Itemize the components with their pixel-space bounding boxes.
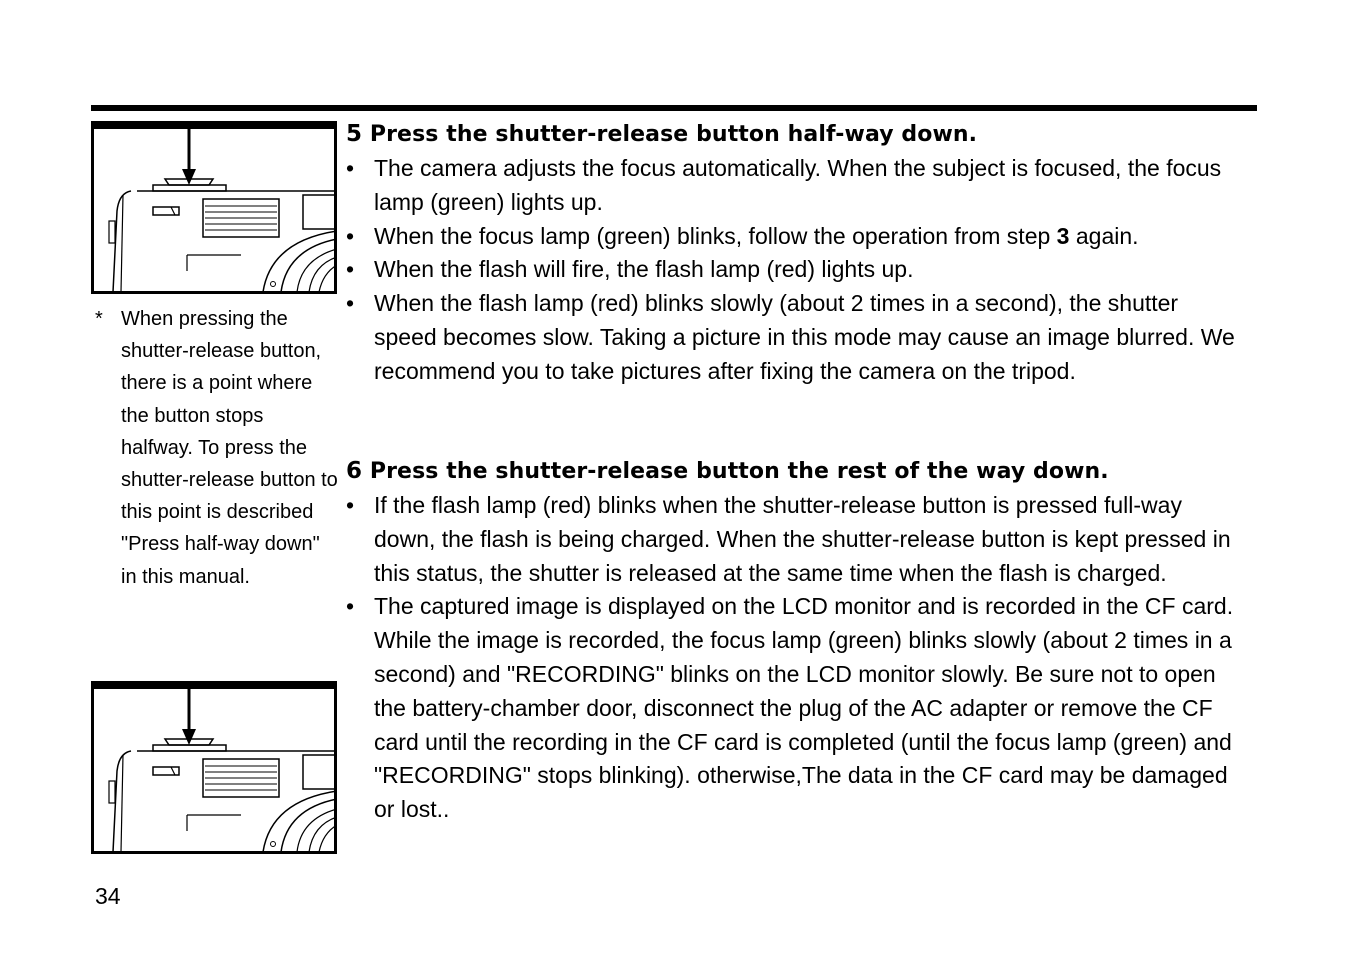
page-number: 34 [95,883,121,909]
list-item: • When the focus lamp (green) blinks, follow the operation from step 3 again. [346,220,1246,254]
bullet: • [346,593,355,620]
bullet: • [346,155,355,181]
list-item: • The captured image is displayed on the LCD monitor and is recorded in the CF card. While the image is recorded, the focus lamp (green) blinks slowly (about 2 times in a second) and "RECORDING" blinks on the LCD monitor slowly. Be sure not to open the battery-chamber door, disconnect the plug of the AC adapter or remove the CF card until the recording in the CF card is completed (until the focus lamp (green) and "RECORDING" stops blinking). otherwise,The data in the CF card may be damaged or lost.. [346,590,1246,827]
bullet: • [346,492,355,518]
list-item: • If the flash lamp (red) blinks when the shutter-release button is pressed full-way down, the flash is being charged. When the shutter-release button is kept pressed in this status, the shutter is released at the same time when the flash is charged. [346,489,1246,590]
step-reference: 3 [1056,222,1070,249]
top-rule [91,105,1257,111]
list-item: • When the flash lamp (red) blinks slowly (about 2 times in a second), the shutter speed becomes slow. Taking a picture in this mode may cause an image blurred. We recommend you to take pictures after fixing the camera on the tripod. [346,287,1246,388]
note-text: When pressing the shutter-release button, there is a point where the button stops halfway. To press the shutter-release button to this point is described "Press half-way down" in this manual. [121,308,338,588]
camera-shutter-half-icon [91,121,337,294]
list-item: • The camera adjusts the focus automatically. When the subject is focused, the focus lamp (green) lights up. [346,152,1246,220]
side-note [95,303,340,593]
camera-shutter-illustration-full [91,681,337,854]
step-5-number: 5 [346,121,363,147]
step-6-title: Press the shutter-release button the rest of the way down. [369,459,1109,484]
note-marker: * [95,308,103,330]
camera-shutter-full-icon [91,681,337,854]
bullet: • [346,222,355,249]
step-5-title: Press the shutter-release button half-way down. [369,122,978,147]
step-5-bullets [346,152,1246,389]
list-item: • When the flash will fire, the flash lamp (red) lights up. [346,253,1246,287]
bullet: • [346,290,355,317]
step-6-heading [346,457,1109,486]
step-6-number: 6 [346,458,363,484]
camera-shutter-illustration-half [91,121,337,294]
step-5-heading [346,120,977,149]
bullet: • [346,256,355,283]
step-6-bullets [346,489,1246,827]
